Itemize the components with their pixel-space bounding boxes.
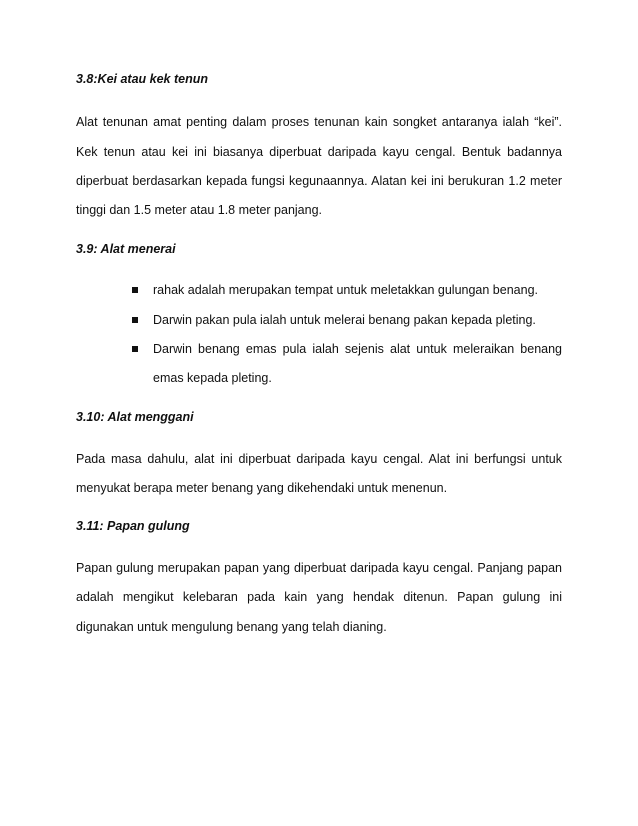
paragraph-line: Pada masa dahulu, alat ini diperbuat daripada kayu cengal. Alat ini berfungsi untuk [76, 452, 562, 466]
list-item-text: emas kepada pleting. [153, 371, 272, 385]
paragraph-line: Papan gulung merupakan papan yang diperbuat daripada kayu cengal. Panjang papan [76, 561, 562, 575]
list-item-text: Darwin pakan pula ialah untuk melerai benang pakan kepada pleting. [153, 313, 536, 327]
section-heading: 3.11: Papan gulung [76, 519, 190, 533]
section-heading: 3.10: Alat menggani [76, 410, 194, 424]
list-item [76, 312, 562, 328]
list-item-text: Darwin benang emas pula ialah sejenis alat untuk meleraikan benang [153, 342, 562, 356]
bullet-icon [132, 346, 138, 352]
list-item-continuation [76, 370, 562, 386]
paragraph-line: Alat tenunan amat penting dalam proses tenunan kain songket antaranya ialah “kei”. [76, 115, 562, 129]
bullet-icon [132, 287, 138, 293]
section-heading: 3.9: Alat menerai [76, 242, 176, 256]
list-item-text: rahak adalah merupakan tempat untuk meletakkan gulungan benang. [153, 283, 538, 297]
paragraph-line: Kek tenun atau kei ini biasanya diperbuat daripada kayu cengal. Bentuk badannya [76, 145, 562, 159]
section-heading: 3.8:Kei atau kek tenun [76, 72, 208, 86]
paragraph-line: digunakan untuk mengulung benang yang telah dianing. [76, 620, 387, 634]
list-item [76, 282, 562, 298]
paragraph-line: diperbuat berdasarkan kepada fungsi kegunaannya. Alatan kei ini berukuran 1.2 meter [76, 174, 562, 188]
list-item [76, 341, 562, 357]
paragraph-line: menyukat berapa meter benang yang dikehendaki untuk menenun. [76, 481, 448, 495]
bullet-icon [132, 317, 138, 323]
paragraph-line: tinggi dan 1.5 meter atau 1.8 meter panjang. [76, 203, 322, 217]
paragraph-line: adalah mengikut kelebaran pada kain yang hendak ditenun. Papan gulung ini [76, 590, 562, 604]
